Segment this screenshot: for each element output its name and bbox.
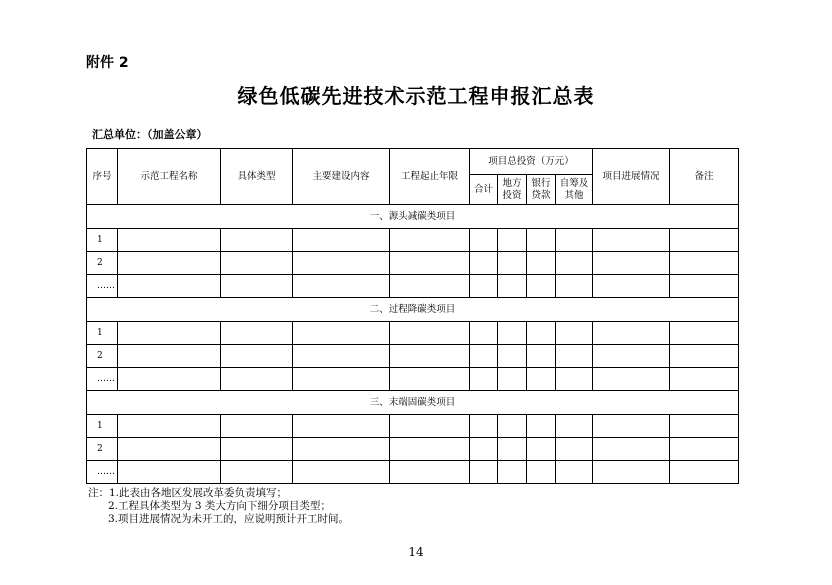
row-number: 1 — [87, 415, 118, 438]
row-number: 2 — [87, 438, 118, 461]
note-line: 3.项目进展情况为未开工的，应说明预计开工时间。 — [108, 513, 350, 525]
section-label: 三、末端固碳类项目 — [87, 391, 739, 415]
header-progress: 项目进展情况 — [593, 149, 670, 205]
document-title: 绿色低碳先进技术示范工程申报汇总表 — [237, 84, 595, 108]
header-remark: 备注 — [670, 149, 739, 205]
section-label: 一、源头减碳类项目 — [87, 205, 739, 229]
row-number: 2 — [87, 345, 118, 368]
header-self: 自筹及其他 — [556, 175, 593, 205]
table-row — [87, 345, 739, 368]
header-period: 工程起止年限 — [390, 149, 470, 205]
note-line: 2.工程具体类型为 3 类大方向下细分项目类型； — [108, 500, 331, 512]
unit-label: 汇总单位：（加盖公章） — [92, 128, 208, 141]
row-number: 1 — [87, 322, 118, 345]
row-number: 1 — [87, 229, 118, 252]
header-content: 主要建设内容 — [293, 149, 390, 205]
table-row — [87, 438, 739, 461]
table-row — [87, 415, 739, 438]
summary-table — [86, 148, 739, 484]
table-row — [87, 368, 739, 391]
header-seq: 序号 — [87, 149, 118, 205]
table-row — [87, 275, 739, 298]
header-total: 合计 — [470, 175, 498, 205]
row-number: …… — [87, 461, 118, 484]
row-number: 2 — [87, 252, 118, 275]
note-line: 注：1.此表由各地区发展改革委负责填写； — [88, 487, 288, 499]
header-local: 地方投资 — [498, 175, 527, 205]
row-number: …… — [87, 368, 118, 391]
notes — [88, 487, 349, 526]
header-bank: 银行贷款 — [527, 175, 556, 205]
page-number: 14 — [408, 545, 424, 559]
attachment-label: 附件 2 — [86, 55, 129, 71]
table-row — [87, 252, 739, 275]
table-row — [87, 229, 739, 252]
section-label: 二、过程降碳类项目 — [87, 298, 739, 322]
table-row — [87, 461, 739, 484]
header-investment: 项目总投资（万元） — [470, 149, 593, 175]
row-number: …… — [87, 275, 118, 298]
header-name: 示范工程名称 — [118, 149, 221, 205]
header-type: 具体类型 — [221, 149, 293, 205]
table-row — [87, 322, 739, 345]
